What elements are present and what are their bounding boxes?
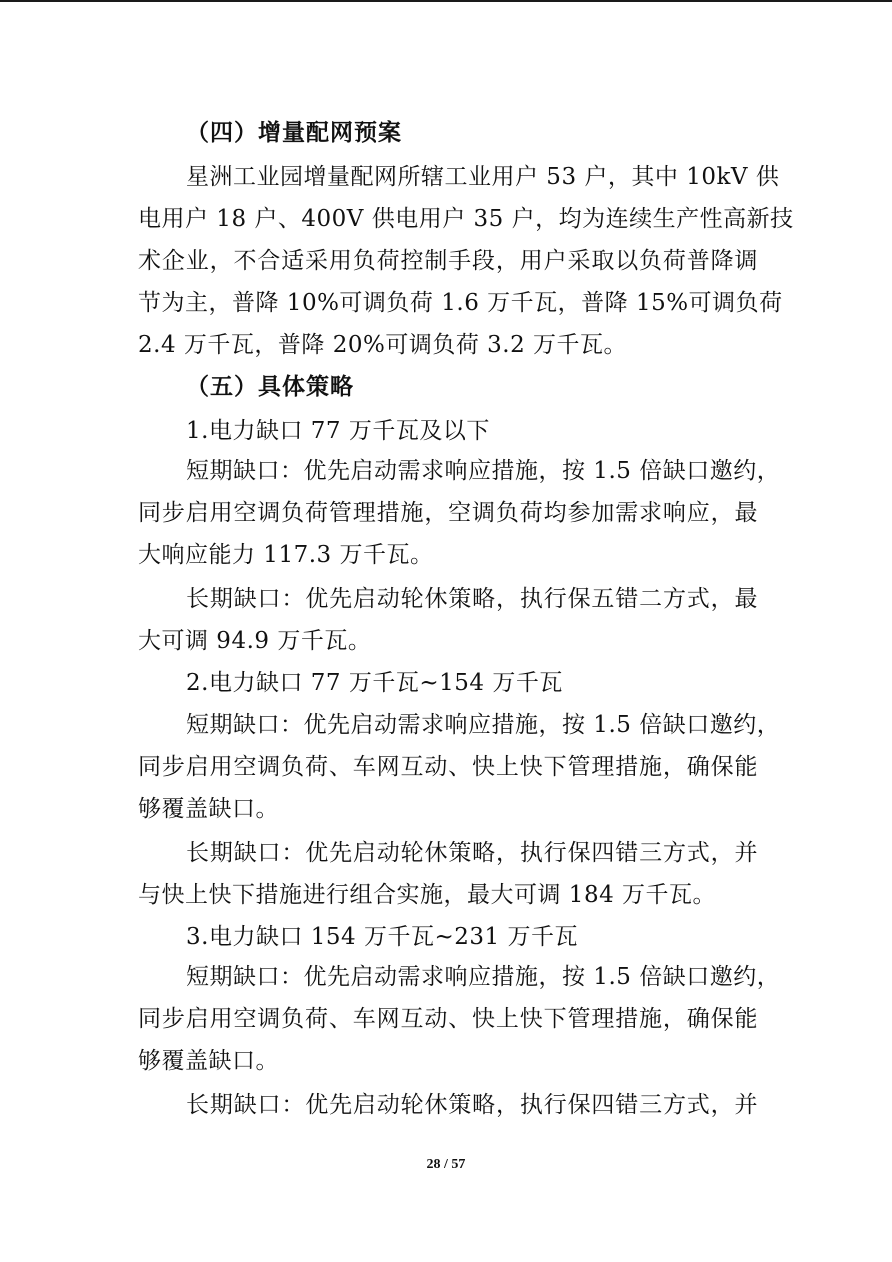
- paragraph-line: 短期缺口：优先启动需求响应措施，按 1.5 倍缺口邀约，: [186, 712, 781, 738]
- paragraph-line: 与快上快下措施进行组合实施，最大可调 184 万千瓦。: [138, 882, 717, 908]
- paragraph-line: 2.4 万千瓦，普降 20%可调负荷 3.2 万千瓦。: [138, 332, 628, 358]
- paragraph-line: 短期缺口：优先启动需求响应措施，按 1.5 倍缺口邀约，: [186, 964, 781, 990]
- paragraph-line: 大响应能力 117.3 万千瓦。: [138, 542, 434, 568]
- paragraph-line: 术企业，不合适采用负荷控制手段，用户采取以负荷普降调: [138, 248, 758, 274]
- paragraph-line: 长期缺口：优先启动轮休策略，执行保四错三方式，并: [186, 1092, 758, 1118]
- paragraph-line: 大可调 94.9 万千瓦。: [138, 628, 372, 654]
- section-heading-4: （四）增量配网预案: [186, 119, 402, 146]
- subheading-line: 1.电力缺口 77 万千瓦及以下: [186, 418, 490, 444]
- paragraph-line: 够覆盖缺口。: [138, 796, 279, 822]
- paragraph-line: 短期缺口：优先启动需求响应措施，按 1.5 倍缺口邀约，: [186, 458, 781, 484]
- paragraph-line: 节为主，普降 10%可调负荷 1.6 万千瓦，普降 15%可调负荷: [138, 290, 783, 316]
- paragraph-line: 够覆盖缺口。: [138, 1048, 279, 1074]
- paragraph-line: 电用户 18 户、400V 供电用户 35 户，均为连续生产性高新技: [138, 206, 794, 232]
- subheading-line: 3.电力缺口 154 万千瓦~231 万千瓦: [186, 924, 578, 950]
- paragraph-line: 同步启用空调负荷、车网互动、快上快下管理措施，确保能: [138, 754, 758, 780]
- subheading-line: 2.电力缺口 77 万千瓦~154 万千瓦: [186, 670, 563, 696]
- paragraph-line: 星洲工业园增量配网所辖工业用户 53 户，其中 10kV 供: [186, 164, 780, 190]
- paragraph-line: 长期缺口：优先启动轮休策略，执行保五错二方式，最: [186, 586, 758, 612]
- paragraph-line: 同步启用空调负荷、车网互动、快上快下管理措施，确保能: [138, 1006, 758, 1032]
- page-number: 28 / 57: [426, 1157, 466, 1172]
- section-heading-5: （五）具体策略: [186, 373, 354, 400]
- paragraph-line: 同步启用空调负荷管理措施，空调负荷均参加需求响应，最: [138, 500, 758, 526]
- paragraph-line: 长期缺口：优先启动轮休策略，执行保四错三方式，并: [186, 840, 758, 866]
